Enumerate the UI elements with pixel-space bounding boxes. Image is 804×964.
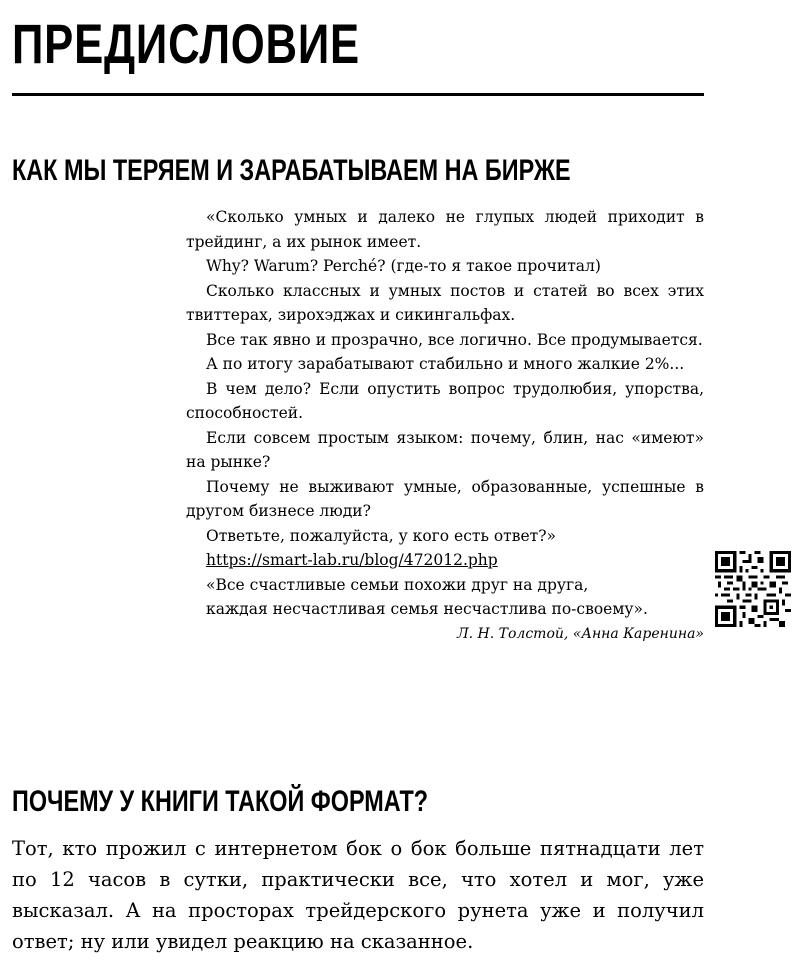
tolstoy-quote-line-2: каждая несчастливая семья несчастлива по-своему».	[206, 600, 648, 618]
quote-paragraph: А по итогу зарабатывают стабильно и много жалкие 2%...	[206, 355, 685, 373]
quote-paragraph: Все так явно и прозрачно, все логично. Все продумывается.	[206, 330, 703, 349]
section-heading-losses: КАК МЫ ТЕРЯЕМ И ЗАРАБАТЫВАЕМ НА БИРЖЕ	[12, 154, 571, 187]
quote-paragraph: Ответьте, пожалуйста, у кого есть ответ?»	[206, 526, 557, 545]
body-paragraph: Тот, кто прожил с интернетом бок о бок больше пятнадцати лет по 12 часов в сутки, практически все, что хотел и мог, уже высказал. А на просторах трейдерского рунета уже и получил ответ; ну или увидел реакцию на сказанное.	[12, 837, 704, 953]
quote-paragraph: Почему не выживают умные, образованные, успешные в другом бизнесе люди?	[186, 477, 704, 520]
epigraph-block	[186, 205, 704, 646]
section-heading-format: ПОЧЕМУ У КНИГИ ТАКОЙ ФОРМАТ?	[12, 785, 429, 818]
source-link[interactable]: https://smart-lab.ru/blog/472012.php	[206, 551, 498, 569]
quote-attribution: Л. Н. Толстой, «Анна Каренина»	[456, 625, 704, 642]
qr-code-icon[interactable]	[715, 551, 791, 627]
quote-paragraph: Сколько классных и умных постов и статей во всех этих твиттерах, зирохэджах и сикингальфах.	[186, 281, 704, 324]
title-divider	[12, 93, 704, 96]
quote-paragraph: Why? Warum? Perché? (где-то я такое прочитал)	[206, 257, 601, 275]
quote-paragraph: Если совсем простым языком: почему, блин, нас «имеют» на рынке?	[186, 428, 704, 471]
tolstoy-quote-line-1: «Все счастливые семьи похожи друг на друга,	[206, 575, 589, 594]
page-title: ПРЕДИСЛОВИЕ	[12, 12, 360, 75]
quote-paragraph: В чем дело? Если опустить вопрос трудолюбия, упорства, способностей.	[186, 379, 704, 422]
quote-paragraph: «Сколько умных и далеко не глупых людей приходит в трейдинг, а их рынок имеет.	[186, 208, 704, 251]
